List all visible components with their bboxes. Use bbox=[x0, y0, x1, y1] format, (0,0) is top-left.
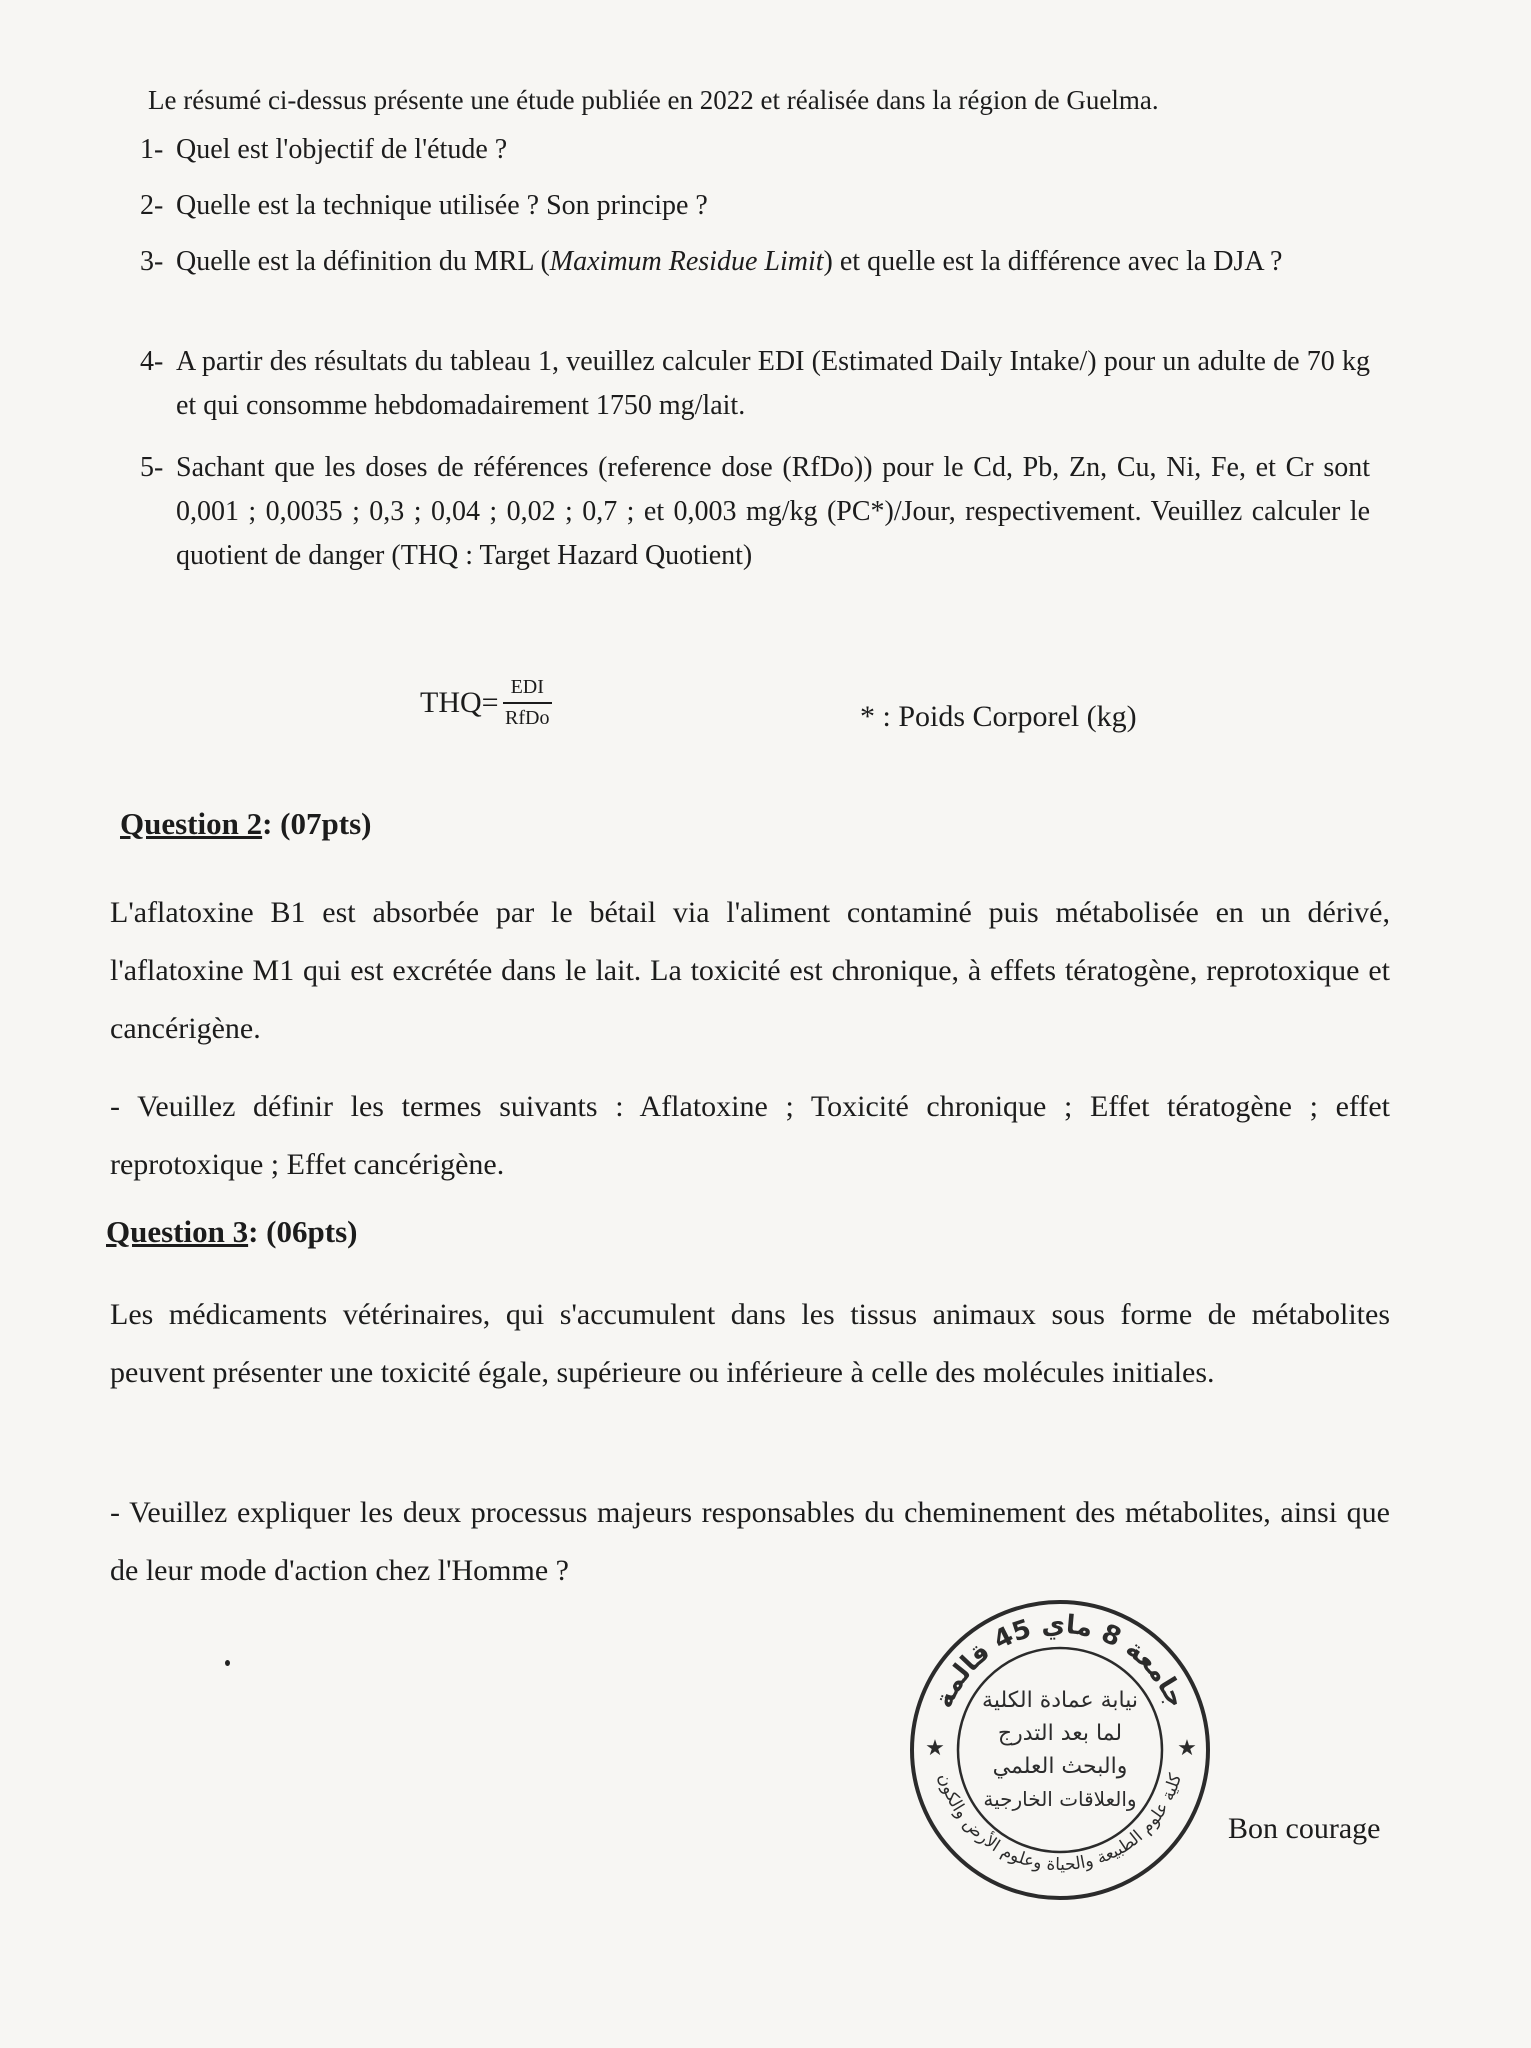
stamp-line-3: والبحث العلمي bbox=[992, 1754, 1128, 1779]
question-2-heading bbox=[120, 806, 371, 842]
question-3-points: : (06pts) bbox=[248, 1214, 358, 1249]
formula-lhs: THQ= bbox=[420, 686, 499, 719]
stamp-outer-circle bbox=[912, 1602, 1208, 1898]
stamp-line-4: والعلاقات الخارجية bbox=[983, 1787, 1137, 1811]
question-3-instruction: - Veuillez expliquer les deux processus majeurs responsables du cheminement des métabolites, ainsi que de leur mode d'action chez l'Homme ? bbox=[110, 1496, 1390, 1587]
question-3-item bbox=[140, 240, 1370, 284]
stamp-line-2: لما بعد التدرج bbox=[997, 1721, 1123, 1746]
ink-dot bbox=[225, 1660, 230, 1666]
question-4-item bbox=[140, 340, 1370, 428]
item-text-part: ) et quelle est la différence avec la DJA ? bbox=[823, 246, 1283, 277]
formula-denominator: RfDo bbox=[505, 707, 550, 729]
item-text bbox=[140, 240, 1370, 284]
item-text-part: Quelle est la définition du MRL ( bbox=[176, 246, 550, 277]
question-2-paragraph: L'aflatoxine B1 est absorbée par le bétail via l'aliment contaminé puis métabolisée en un dérivé, l'aflatoxine M1 qui est excrétée dans le lait. La toxicité est chronique, à effets tératogène, reprotoxique et cancérigène. bbox=[110, 896, 1390, 1045]
question-3-paragraph: Les médicaments vétérinaires, qui s'accumulent dans les tissus animaux sous forme de métabolites peuvent présenter une toxicité égale, supérieure ou inférieure à celle des molécules initiales. bbox=[110, 1298, 1390, 1389]
stamp-line-1: نيابة عمادة الكلية bbox=[982, 1688, 1138, 1713]
item-number: 3- bbox=[140, 246, 164, 277]
formula-numerator: EDI bbox=[503, 676, 552, 704]
mrl-italic: Maximum Residue Limit bbox=[549, 246, 824, 277]
question-1-item bbox=[140, 128, 1370, 172]
footnote: * : Poids Corporel (kg) bbox=[860, 700, 1137, 733]
question-2-item bbox=[140, 184, 1370, 228]
star-icon: ★ bbox=[1177, 1736, 1197, 1761]
thq-formula bbox=[420, 676, 552, 730]
item-number: 1- bbox=[140, 134, 164, 165]
question-2-instruction: - Veuillez définir les termes suivants : Aflatoxine ; Toxicité chronique ; Effet tératogène ; effet reprotoxique ; Effet cancérigène. bbox=[110, 1090, 1390, 1181]
question-2-label: Question 2 bbox=[120, 806, 263, 841]
star-icon: ★ bbox=[925, 1736, 945, 1761]
item-number: 5- bbox=[140, 452, 164, 483]
item-text: Sachant que les doses de références (reference dose (RfDo)) pour le Cd, Pb, Zn, Cu, Ni, Fe, et Cr sont 0,001 ; 0,0035 ; 0,3 ; 0,04 ; 0,02 ; 0,7 ; et 0,003 mg/kg (PC*)/Jour, respectivement. Veuillez calculer le quotient de danger (THQ : Target Hazard Quotient) bbox=[176, 452, 1370, 571]
question-3-label: Question 3 bbox=[106, 1214, 249, 1249]
question-5-item bbox=[140, 446, 1370, 578]
intro-text: Le résumé ci-dessus présente une étude publiée en 2022 et réalisée dans la région de Guelma. bbox=[148, 85, 1159, 115]
stamp-inner-circle bbox=[958, 1648, 1162, 1852]
item-text: Quelle est la technique utilisée ? Son principe ? bbox=[176, 190, 708, 221]
item-text: A partir des résultats du tableau 1, veuillez calculer EDI (Estimated Daily Intake/) pour un adulte de 70 kg et qui consomme hebdomadairement 1750 mg/lait. bbox=[176, 346, 1370, 421]
item-number: 2- bbox=[140, 190, 164, 221]
question-3-heading bbox=[106, 1214, 357, 1250]
stamp-lower-text: كلية علوم الطبيعة والحياة وعلوم الأرض والكون bbox=[933, 1771, 1187, 1876]
formula-fraction bbox=[503, 676, 552, 730]
question-2-points: : (07pts) bbox=[262, 806, 372, 841]
closing-text: Bon courage bbox=[1228, 1812, 1381, 1845]
item-number: 4- bbox=[140, 346, 164, 377]
stamp-outer-text: جامعة 8 ماي 45 قالمة bbox=[928, 1609, 1192, 1713]
item-text: Quel est l'objectif de l'étude ? bbox=[176, 134, 508, 165]
faculty-stamp bbox=[905, 1595, 1215, 1905]
